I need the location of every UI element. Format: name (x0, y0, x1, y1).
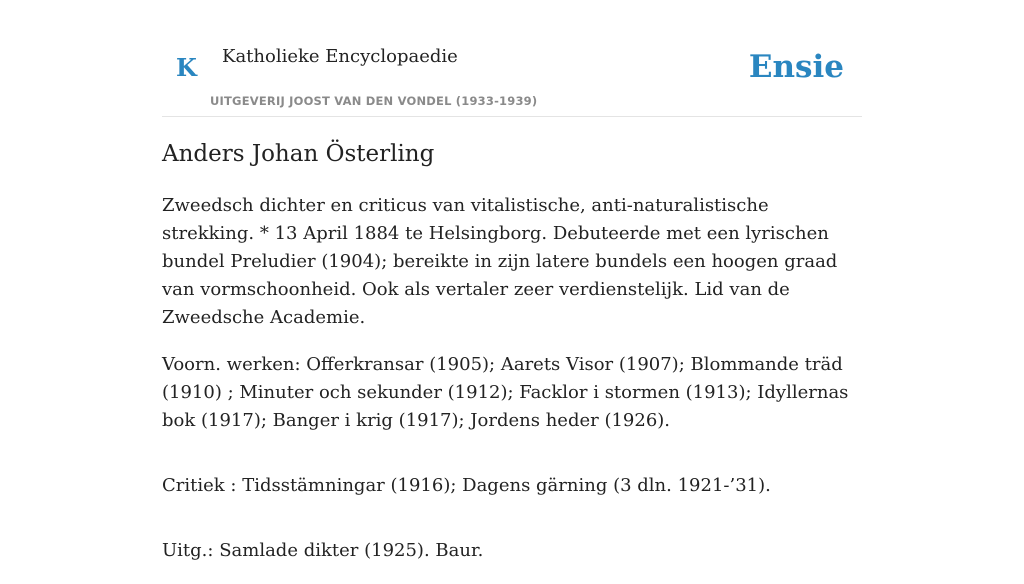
article-paragraph-critique: Critiek : Tidsstämningar (1916); Dagens gärning (3 dln. 1921-’31). (162, 475, 771, 496)
ensie-brand-link[interactable]: Ensie (748, 49, 844, 85)
article-content (162, 138, 862, 584)
site-header (162, 36, 862, 117)
article-paragraph-works: Voorn. werken: Offerkransar (1905); Aarets Visor (1907); Blommande träd (1910) ; Minuter och sekunder (1912); Facklor i stormen (1913); Idyllernas bok (1917); Banger i krig (1917); Jordens heder (1926). (162, 354, 849, 431)
publisher-label: UITGEVERIJ JOOST VAN DEN VONDEL (1933-1939) (210, 94, 538, 108)
article-paragraph-editions: Uitg.: Samlade dikter (1925). Baur. (162, 540, 484, 561)
site-title[interactable]: Katholieke Encyclopaedie (222, 46, 458, 67)
article-paragraph-intro: Zweedsch dichter en criticus van vitalistische, anti-naturalistische strekking. * 13 April 1884 te Helsingborg. Debuteerde met een lyrischen bundel Preludier (1904); bereikte in zijn latere bundels een hoogen graad van vormschoonheid. Ook als vertaler zeer verdienstelijk. Lid van de Zweedsche Academie. (162, 195, 838, 328)
article-title: Anders Johan Österling (162, 141, 435, 167)
site-logo-icon[interactable]: K (176, 53, 197, 82)
